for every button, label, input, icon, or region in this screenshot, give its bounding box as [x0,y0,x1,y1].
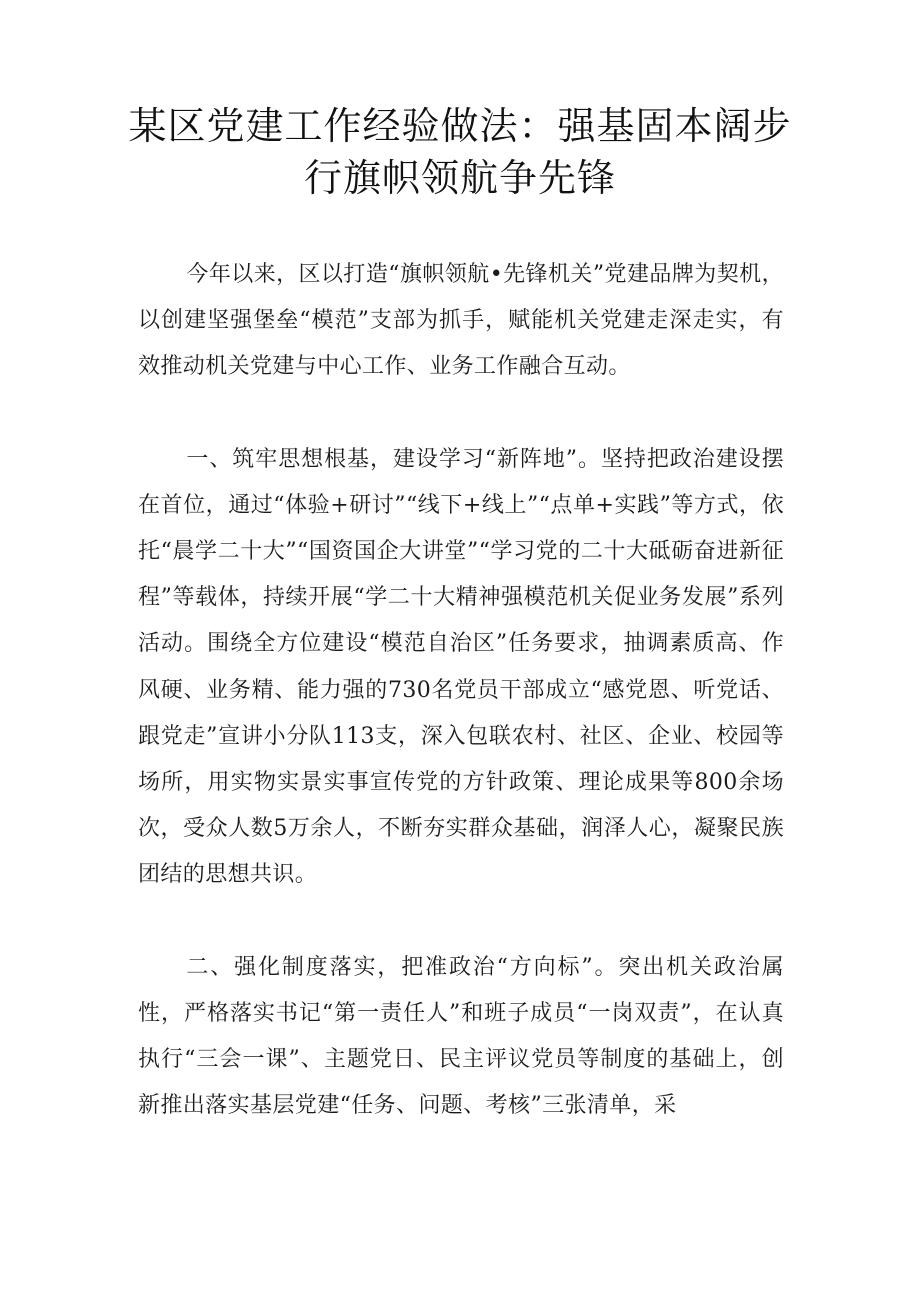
section-one-paragraph: 一、筑牢思想根基，建设学习“新阵地”。坚持把政治建设摆在首位，通过“体验+研讨”“线下+线上”“点单+实践”等方式，依托“晨学二十大”“国资国企大讲堂”“学习党的二十大砥砺奋进新征程”等载体，持续开展“学二十大精神强模范机关促业务发展”系列活动。围绕全方位建设“模范自治区”任务要求，抽调素质高、作风硬、业务精、能力强的730名党员干部成立“感党恩、听党话、跟党走”宣讲小分队113支，深入包联农村、社区、企业、校园等场所，用实物实景实事宣传党的方针政策、理论成果等800余场次，受众人数5万余人，不断夯实群众基础，润泽人心，凝聚民族团结的思想共识。 [138,446,784,888]
section-two-paragraph: 二、强化制度落实，把准政治“方向标”。突出机关政治属性，严格落实书记“第一责任人”和班子成员“一岗双责”，在认真执行“三会一课”、主题党日、民主评议党员等制度的基础上，创新推出落实基层党建“任务、问题、考核”三张清单，采 [138,954,784,1119]
intro-paragraph: 今年以来，区以打造“旗帜领航•先锋机关”党建品牌为契机，以创建坚强堡垒“模范”支部为抓手，赋能机关党建走深走实，有效推动机关党建与中心工作、业务工作融合互动。 [138,262,784,380]
document-title: 某区党建工作经验做法：强基固本阔步行旗帜领航争先锋 [128,104,792,200]
document-body [138,252,784,1129]
